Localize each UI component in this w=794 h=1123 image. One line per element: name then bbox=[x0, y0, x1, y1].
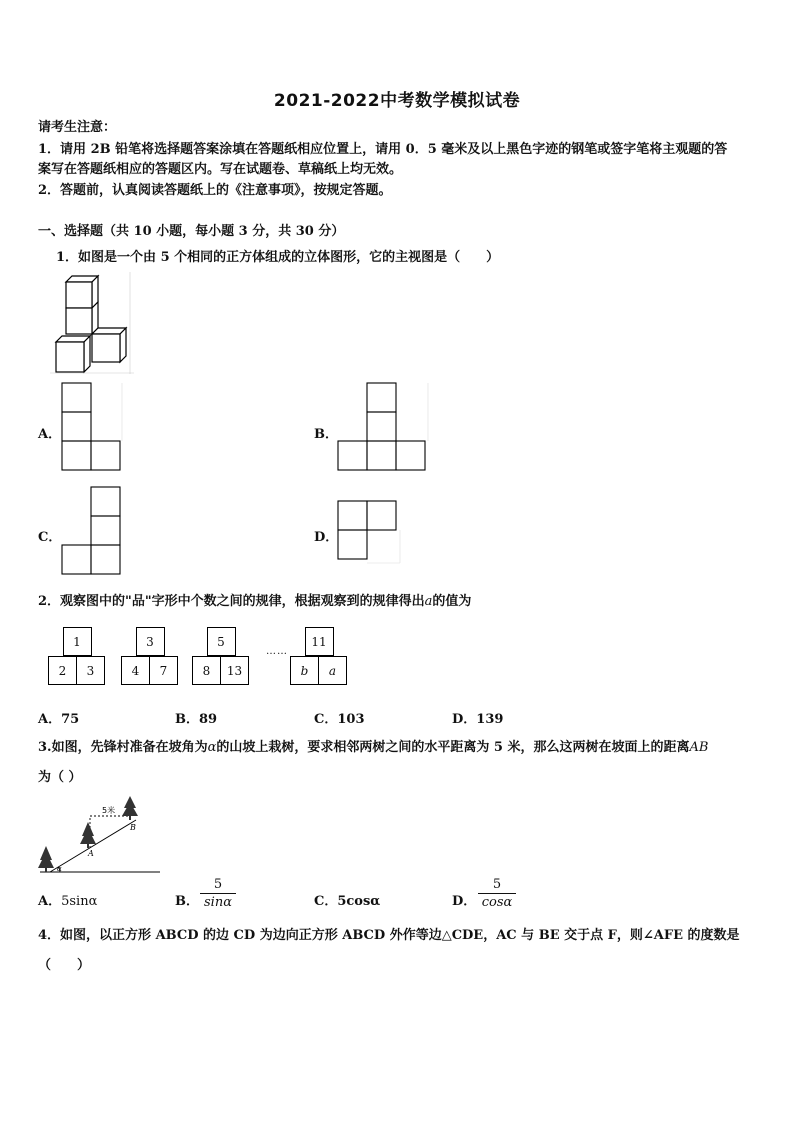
page-title: 2021-2022中考数学模拟试卷 bbox=[273, 91, 521, 111]
q2-stem-text: 2．观察图中的"品"字形中个数之间的规律，根据观察到的规律得出 bbox=[38, 594, 425, 609]
q3-slope-figure bbox=[36, 794, 162, 876]
q3-alpha: α bbox=[207, 740, 217, 755]
notice-heading: 请考生注意： bbox=[38, 120, 117, 135]
q2-pin-top-cell: 3 bbox=[136, 627, 165, 656]
q3-option-d-denominator: cosα bbox=[481, 895, 513, 910]
q3-option-a-value: 5sinα bbox=[61, 894, 98, 909]
q1-cube-figure bbox=[50, 272, 134, 374]
q2-pin-top-cell: 11 bbox=[305, 627, 334, 656]
q3-option-c[interactable]: C．5cosα bbox=[314, 894, 381, 909]
q2-stem-end: 的值为 bbox=[432, 594, 472, 609]
q3-ab: AB bbox=[689, 740, 709, 755]
q3-option-d-fraction bbox=[478, 877, 516, 910]
q3-stem-line-2: 为（ ） bbox=[38, 770, 82, 785]
q2-pin-figure bbox=[48, 627, 106, 685]
q3-stem-line-1 bbox=[38, 738, 708, 758]
q3-fig-a: A bbox=[88, 849, 94, 858]
notice-item-1-line-1: 1．请用 2B 铅笔将选择题答案涂填在答题纸相应位置上，请用 0．5 毫米及以上黑色字迹的钢笔或签字笔将主观题的答 bbox=[38, 142, 728, 157]
q3-option-b-label[interactable]: B． bbox=[175, 894, 199, 909]
q2-option-d[interactable]: D．139 bbox=[452, 712, 504, 727]
q1-option-a-figure bbox=[62, 383, 124, 473]
q2-pin-top-cell: 1 bbox=[63, 627, 92, 656]
q2-pin-left-cell: 8 bbox=[192, 656, 221, 685]
q2-pin-right-cell: 13 bbox=[220, 656, 249, 685]
fraction-bar bbox=[478, 893, 516, 894]
q2-pin-right-cell: 3 bbox=[76, 656, 105, 685]
q1-stem: 1．如图是一个由 5 个相同的正方体组成的立体图形，它的主视图是（ ） bbox=[56, 250, 500, 265]
notice-item-2: 2．答题前，认真阅读答题纸上的《注意事项》，按规定答题。 bbox=[38, 183, 392, 198]
q2-pin-left-cell: 2 bbox=[48, 656, 77, 685]
q2-pin-figure bbox=[121, 627, 179, 685]
section-heading: 一、选择题（共 10 小题，每小题 3 分，共 30 分） bbox=[38, 224, 345, 239]
q2-option-a[interactable]: A．75 bbox=[38, 712, 80, 727]
q4-paren: （ ） bbox=[38, 958, 91, 973]
q1-option-b-figure bbox=[338, 383, 430, 473]
q2-pin-right-cell: a bbox=[318, 656, 347, 685]
q2-pin-left-cell: b bbox=[290, 656, 319, 685]
q3-option-d-numerator: 5 bbox=[492, 877, 502, 892]
q1-option-d-figure bbox=[338, 501, 404, 565]
q2-option-b[interactable]: B．89 bbox=[175, 712, 218, 727]
q2-stem-var: a bbox=[424, 594, 433, 609]
notice-item-1-line-2: 案写在答题纸相应的答题区内。写在试题卷、草稿纸上均无效。 bbox=[38, 162, 403, 177]
q2-pin-left-cell: 4 bbox=[121, 656, 150, 685]
q4-stem: 4．如图，以正方形 ABCD 的边 CD 为边向正方形 ABCD 外作等边△CDE，AC 与 BE 交于点 F，则∠AFE 的度数是 bbox=[38, 928, 740, 943]
q3-fig-alpha: α bbox=[57, 865, 62, 873]
q3-option-d-label[interactable]: D． bbox=[452, 894, 477, 909]
q3-stem-text: 3.如图，先锋村准备在坡角为 bbox=[38, 740, 208, 755]
q3-option-b-fraction bbox=[200, 877, 236, 910]
q3-option-a[interactable] bbox=[38, 890, 97, 909]
q2-pin-right-cell: 7 bbox=[149, 656, 178, 685]
q1-option-c-figure bbox=[62, 487, 124, 577]
q3-option-b-numerator: 5 bbox=[213, 877, 223, 892]
q1-option-a-label[interactable]: A． bbox=[38, 427, 62, 442]
q3-stem-text-b: 的山坡上栽树，要求相邻两树之间的水平距离为 5 米，那么这两树在坡面上的距离 bbox=[216, 740, 690, 755]
q1-option-c-label[interactable]: C． bbox=[38, 530, 62, 545]
q3-fig-b: B bbox=[130, 823, 136, 832]
q2-ellipsis: …… bbox=[266, 646, 288, 657]
q3-fig-dist: 5米 bbox=[102, 806, 116, 815]
fraction-bar bbox=[200, 893, 236, 894]
q2-pin-figure bbox=[290, 627, 348, 685]
q2-option-c[interactable]: C．103 bbox=[314, 712, 365, 727]
q1-option-d-label[interactable]: D． bbox=[314, 530, 339, 545]
q2-pin-top-cell: 5 bbox=[207, 627, 236, 656]
q3-option-b-denominator: sinα bbox=[204, 895, 232, 910]
q3-option-a-label: A． bbox=[38, 894, 62, 909]
q2-pin-figure bbox=[192, 627, 250, 685]
q1-option-b-label[interactable]: B． bbox=[314, 427, 338, 442]
q2-stem bbox=[38, 592, 471, 612]
